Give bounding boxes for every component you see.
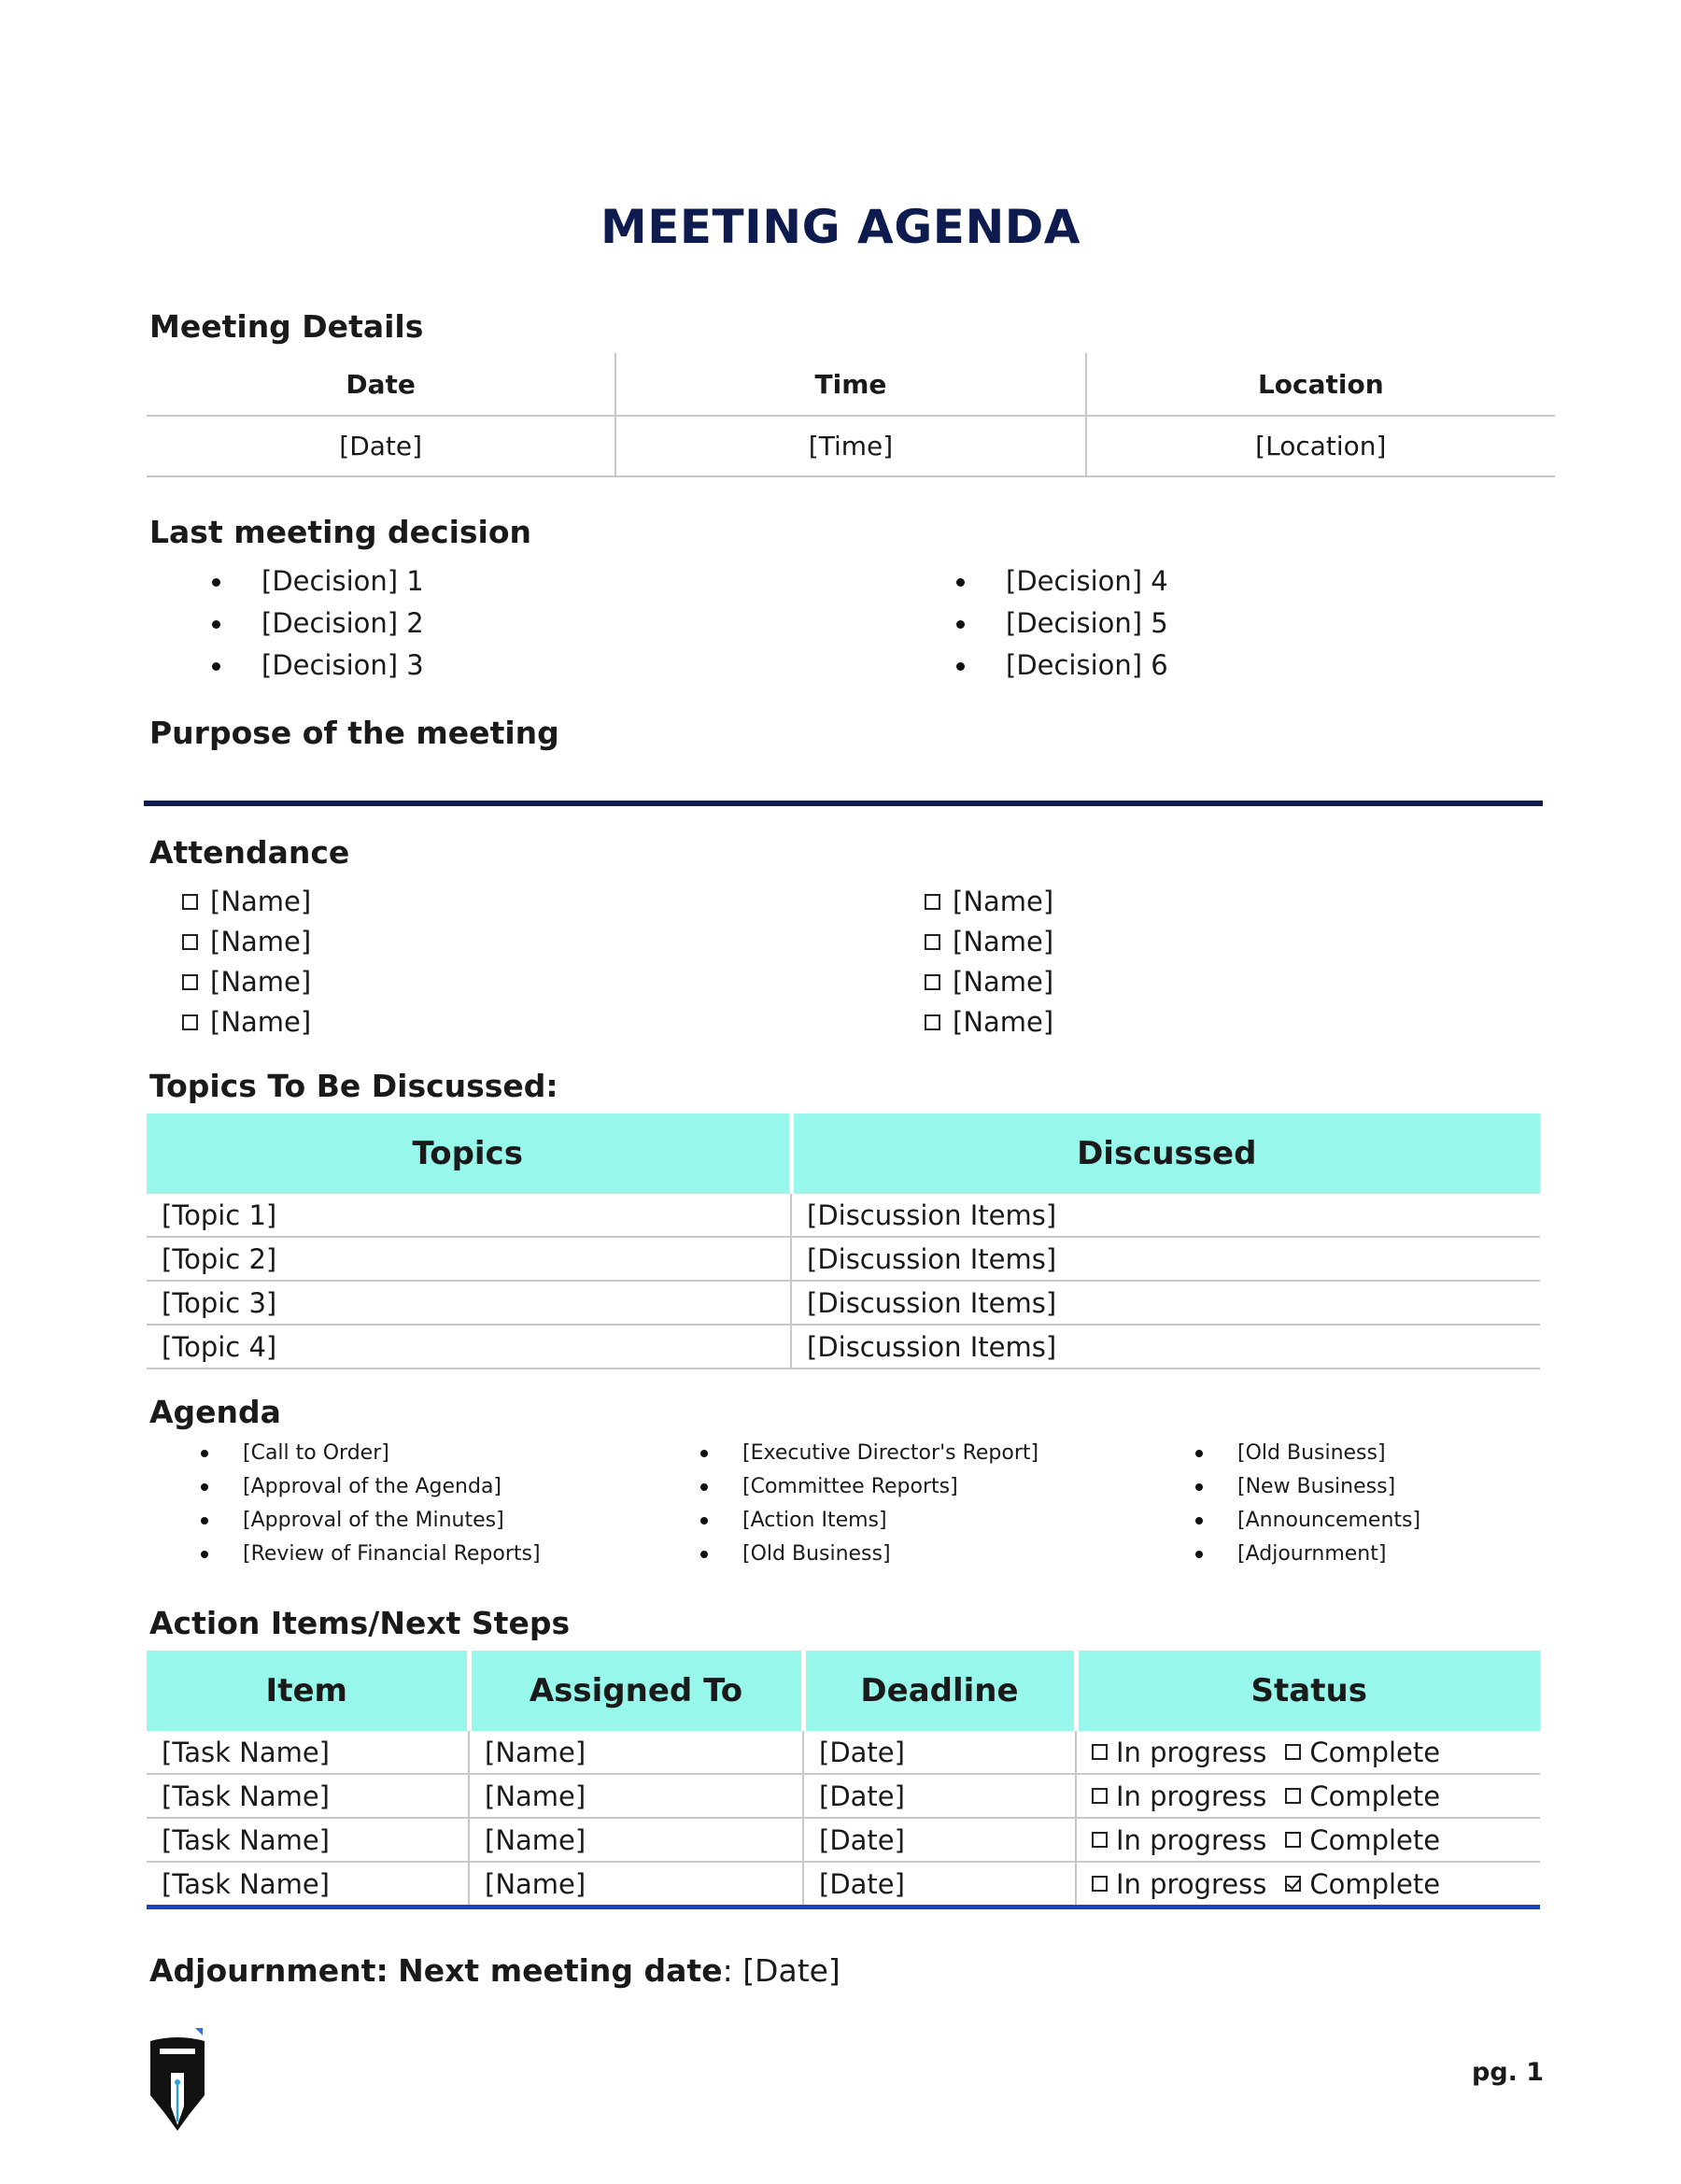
details-header-date: Date xyxy=(346,368,416,400)
attendee-name: [Name] xyxy=(210,1006,312,1038)
actions-header-deadline: Deadline xyxy=(803,1651,1076,1731)
in-progress-checkbox-icon[interactable] xyxy=(1092,1744,1108,1760)
table-row xyxy=(147,1731,1540,1774)
checkbox-icon[interactable] xyxy=(182,974,198,990)
in-progress-label: In progress xyxy=(1116,1867,1267,1900)
agenda-heading: Agenda xyxy=(149,1394,281,1430)
attendee-name: [Name] xyxy=(210,886,312,917)
last-meeting-heading: Last meeting decision xyxy=(149,514,532,550)
attendee-item[interactable] xyxy=(925,962,1053,1002)
agenda-list-col3 xyxy=(1144,1437,1536,1571)
list-item: [Decision] 2 xyxy=(149,603,803,645)
decision-list-right xyxy=(894,560,1547,687)
adjournment-line: Adjournment: Next meeting date: [Date] xyxy=(149,1952,840,1989)
assigned-cell[interactable]: [Name] xyxy=(469,1731,803,1774)
pen-nib-logo-icon xyxy=(147,2028,208,2131)
list-item: [Review of Financial Reports] xyxy=(149,1538,635,1571)
attendee-item[interactable] xyxy=(182,922,311,962)
checkbox-icon[interactable] xyxy=(182,894,198,910)
checkbox-icon[interactable] xyxy=(925,974,940,990)
complete-label: Complete xyxy=(1309,1736,1441,1768)
list-item: [Call to Order] xyxy=(149,1437,635,1470)
list-item: [Old Business] xyxy=(1144,1437,1536,1470)
attendee-item[interactable] xyxy=(925,882,1053,922)
list-item: [Adjournment] xyxy=(1144,1538,1536,1571)
complete-label: Complete xyxy=(1309,1867,1441,1900)
meeting-details-table xyxy=(147,353,1555,477)
topics-heading: Topics To Be Discussed: xyxy=(149,1068,558,1104)
attendance-list-right xyxy=(925,882,1053,1042)
table-row xyxy=(147,1774,1540,1818)
actions-heading: Action Items/Next Steps xyxy=(149,1605,571,1641)
complete-checkbox-icon[interactable] xyxy=(1285,1876,1301,1892)
complete-checkbox-icon[interactable] xyxy=(1285,1744,1301,1760)
table-row xyxy=(147,1325,1540,1369)
details-value-time[interactable]: [Time] xyxy=(614,417,1084,475)
attendee-item[interactable] xyxy=(182,1002,311,1042)
deadline-cell[interactable]: [Date] xyxy=(803,1731,1076,1774)
list-item: [Action Items] xyxy=(649,1504,1135,1538)
discussion-cell[interactable]: [Discussion Items] xyxy=(791,1237,1540,1281)
list-item: [Executive Director's Report] xyxy=(649,1437,1135,1470)
section-divider xyxy=(144,801,1543,806)
attendee-item[interactable] xyxy=(925,922,1053,962)
topics-header-discussed: Discussed xyxy=(791,1113,1540,1194)
discussion-cell[interactable]: [Discussion Items] xyxy=(791,1194,1540,1237)
attendee-name: [Name] xyxy=(210,966,312,998)
complete-label: Complete xyxy=(1309,1823,1441,1856)
topic-cell[interactable]: [Topic 4] xyxy=(147,1325,791,1369)
in-progress-checkbox-icon[interactable] xyxy=(1092,1876,1108,1892)
in-progress-label: In progress xyxy=(1116,1736,1267,1768)
topic-cell[interactable]: [Topic 3] xyxy=(147,1281,791,1325)
details-value-date[interactable]: [Date] xyxy=(339,431,423,461)
actions-header-status: Status xyxy=(1076,1651,1540,1731)
in-progress-checkbox-icon[interactable] xyxy=(1092,1788,1108,1804)
topic-cell[interactable]: [Topic 2] xyxy=(147,1237,791,1281)
discussion-cell[interactable]: [Discussion Items] xyxy=(791,1281,1540,1325)
task-cell[interactable]: [Task Name] xyxy=(147,1862,469,1907)
attendee-name: [Name] xyxy=(210,926,312,957)
attendance-list-left xyxy=(182,882,311,1042)
status-cell xyxy=(1076,1731,1540,1774)
in-progress-label: In progress xyxy=(1116,1823,1267,1856)
actions-header-assigned: Assigned To xyxy=(469,1651,803,1731)
status-cell xyxy=(1076,1862,1540,1907)
complete-checkbox-icon[interactable] xyxy=(1285,1832,1301,1848)
agenda-list-col2 xyxy=(649,1437,1135,1571)
status-cell xyxy=(1076,1774,1540,1818)
complete-label: Complete xyxy=(1309,1780,1441,1812)
in-progress-checkbox-icon[interactable] xyxy=(1092,1832,1108,1848)
details-value-location[interactable]: [Location] xyxy=(1085,417,1555,475)
deadline-cell[interactable]: [Date] xyxy=(803,1774,1076,1818)
task-cell[interactable]: [Task Name] xyxy=(147,1774,469,1818)
assigned-cell[interactable]: [Name] xyxy=(469,1774,803,1818)
list-item: [Announcements] xyxy=(1144,1504,1536,1538)
checkbox-icon[interactable] xyxy=(925,934,940,950)
checkbox-icon[interactable] xyxy=(182,934,198,950)
attendance-heading: Attendance xyxy=(149,834,350,871)
assigned-cell[interactable]: [Name] xyxy=(469,1862,803,1907)
topic-cell[interactable]: [Topic 1] xyxy=(147,1194,791,1237)
attendee-item[interactable] xyxy=(182,962,311,1002)
actions-header-item: Item xyxy=(147,1651,469,1731)
actions-table xyxy=(147,1651,1540,1909)
attendee-name: [Name] xyxy=(953,886,1054,917)
table-row xyxy=(147,1194,1540,1237)
complete-checkbox-icon[interactable] xyxy=(1285,1788,1301,1804)
agenda-list-col1 xyxy=(149,1437,635,1571)
checkbox-icon[interactable] xyxy=(925,1014,940,1030)
deadline-cell[interactable]: [Date] xyxy=(803,1818,1076,1862)
table-row xyxy=(147,1281,1540,1325)
list-item: [Approval of the Minutes] xyxy=(149,1504,635,1538)
list-item: [Decision] 5 xyxy=(894,603,1547,645)
in-progress-label: In progress xyxy=(1116,1780,1267,1812)
list-item: [Decision] 4 xyxy=(894,560,1547,603)
task-cell[interactable]: [Task Name] xyxy=(147,1731,469,1774)
list-item: [New Business] xyxy=(1144,1470,1536,1504)
discussion-cell[interactable]: [Discussion Items] xyxy=(791,1325,1540,1369)
page-title: MEETING AGENDA xyxy=(600,200,1081,254)
task-cell[interactable]: [Task Name] xyxy=(147,1818,469,1862)
list-item: [Committee Reports] xyxy=(649,1470,1135,1504)
purpose-heading: Purpose of the meeting xyxy=(149,715,559,751)
topics-table xyxy=(147,1113,1540,1369)
list-item: [Decision] 1 xyxy=(149,560,803,603)
attendee-name: [Name] xyxy=(953,966,1054,998)
list-item: [Decision] 6 xyxy=(894,645,1547,687)
attendee-name: [Name] xyxy=(953,926,1054,957)
assigned-cell[interactable]: [Name] xyxy=(469,1818,803,1862)
details-header-location: Location xyxy=(1085,353,1555,415)
checkbox-icon[interactable] xyxy=(182,1014,198,1030)
attendee-name: [Name] xyxy=(953,1006,1054,1038)
attendee-item[interactable] xyxy=(925,1002,1053,1042)
table-row xyxy=(147,1237,1540,1281)
list-item: [Old Business] xyxy=(649,1538,1135,1571)
meeting-details-heading: Meeting Details xyxy=(149,308,424,345)
next-meeting-label: Next meeting date xyxy=(398,1952,723,1989)
table-row xyxy=(147,1862,1540,1907)
status-cell xyxy=(1076,1818,1540,1862)
deadline-cell[interactable]: [Date] xyxy=(803,1862,1076,1907)
next-meeting-date[interactable]: [Date] xyxy=(742,1952,840,1989)
table-row xyxy=(147,1818,1540,1862)
adjournment-label: Adjournment: xyxy=(149,1952,388,1989)
attendee-item[interactable] xyxy=(182,882,311,922)
page-number: pg. 1 xyxy=(1472,2058,1545,2087)
details-header-time: Time xyxy=(614,353,1084,415)
checkbox-icon[interactable] xyxy=(925,894,940,910)
decision-list-left xyxy=(149,560,803,687)
list-item: [Decision] 3 xyxy=(149,645,803,687)
list-item: [Approval of the Agenda] xyxy=(149,1470,635,1504)
topics-header-topics: Topics xyxy=(147,1113,791,1194)
